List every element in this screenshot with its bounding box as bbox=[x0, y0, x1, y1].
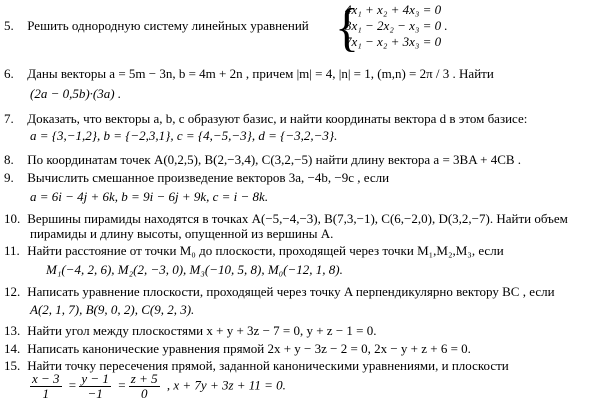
canonical-equation bbox=[30, 372, 286, 401]
problem-7-cont: a = {3,−1,2}, b = {−2,3,1}, c = {4,−5,−3}, d = {−3,2,−3}. bbox=[30, 128, 338, 143]
problem-number: 13. bbox=[4, 323, 21, 338]
linear-system bbox=[335, 0, 448, 57]
fraction-y-denominator: −1 bbox=[87, 386, 103, 401]
fraction-z-numerator: z + 5 bbox=[130, 371, 158, 386]
problem-text: По координатам точек A(0,2,5), B(2,−3,4), C(3,2,−5) найти длину вектора a = 3BA + 4CB . bbox=[27, 152, 522, 167]
problem-text: Даны векторы a = 5m − 3n, b = 4m + 2n , причем |m| = 4, |n| = 1, (m,n) = 2π / 3 . Найти bbox=[27, 66, 494, 81]
problem-text: Найти угол между плоскостями x + y + 3z − 7 = 0, y + z − 1 = 0. bbox=[27, 323, 377, 338]
problem-text: Найти точку пересечения прямой, заданной каноническими уравнениями, и плоскости bbox=[27, 358, 509, 373]
problem-text: Вычислить смешанное произведение векторов 3a, −4b, −9c , если bbox=[27, 170, 390, 185]
fraction-y bbox=[79, 372, 111, 401]
problem-text: Написать канонические уравнения прямой 2x + y − 3z − 2 = 0, 2x − y + z + 6 = 0. bbox=[27, 341, 471, 356]
problem-10-cont: пирамиды и длину высоты, опущенной из вершины A. bbox=[30, 226, 334, 241]
problem-number: 8. bbox=[4, 152, 14, 167]
problem-number: 11. bbox=[4, 243, 20, 258]
problem-number: 9. bbox=[4, 170, 14, 185]
problem-text: Доказать, что векторы a, b, c образуют базис, и найти координаты вектора d в этом базисе: bbox=[27, 111, 528, 126]
equals-sign: = bbox=[118, 377, 126, 393]
problem-15 bbox=[4, 358, 509, 373]
problem-text: Решить однородную систему линейных уравнений bbox=[27, 18, 309, 33]
problem-number: 6. bbox=[4, 66, 14, 81]
problem-number: 10. bbox=[4, 211, 21, 226]
problem-13 bbox=[4, 323, 377, 338]
fraction-z bbox=[129, 372, 160, 401]
problem-7 bbox=[4, 111, 527, 126]
problem-9-cont: a = 6i − 4j + 6k, b = 9i − 6j + 9k, c = i − 8k. bbox=[30, 189, 269, 204]
fraction-x-denominator: 1 bbox=[42, 386, 50, 401]
fraction-x-numerator: x − 3 bbox=[32, 371, 60, 386]
problem-text: Написать уравнение плоскости, проходящей через точку A перпендикулярно вектору BC , если bbox=[27, 284, 555, 299]
problem-14 bbox=[4, 341, 471, 356]
problem-number: 15. bbox=[4, 358, 21, 373]
problem-12-cont: A(2, 1, 7), B(9, 0, 2), C(9, 2, 3). bbox=[30, 302, 195, 317]
problem-text: Найти расстояние от точки M₀ до плоскости, проходящей через точки M₁,M₂,M₃, если bbox=[27, 243, 504, 258]
problem-8 bbox=[4, 152, 521, 167]
problem-5 bbox=[4, 18, 309, 33]
problem-11-cont: M₁(−4, 2, 6), M₂(2, −3, 0), M₃(−10, 5, 8), M₀(−12, 1, 8). bbox=[46, 262, 343, 277]
system-eq-2: 3x₁ − 2x₂ − x₃ = 0 . bbox=[345, 18, 448, 33]
problem-6-cont: (2a − 0,5b)·(3a) . bbox=[30, 86, 122, 101]
system-eq-3: 7x₁ − x₂ + 3x₃ = 0 bbox=[345, 34, 442, 49]
fraction-z-denominator: 0 bbox=[140, 386, 148, 401]
fraction-y-numerator: y − 1 bbox=[81, 371, 109, 386]
problem-9 bbox=[4, 170, 389, 185]
system-brace: { bbox=[335, 0, 359, 57]
plane-equation: , x + 7y + 3z + 11 = 0. bbox=[166, 377, 286, 393]
problem-12 bbox=[4, 284, 555, 299]
equals-sign: = bbox=[68, 377, 77, 393]
problem-6 bbox=[4, 66, 494, 81]
problem-11 bbox=[4, 243, 504, 258]
problem-number: 14. bbox=[4, 341, 21, 356]
problem-10 bbox=[4, 211, 568, 226]
problem-number: 7. bbox=[4, 111, 14, 126]
fraction-x bbox=[30, 372, 62, 401]
system-eq-1: 4x₁ + x₂ + 4x₃ = 0 bbox=[345, 2, 442, 17]
problem-number: 12. bbox=[4, 284, 21, 299]
problem-text: Вершины пирамиды находятся в точках A(−5,−4,−3), B(7,3,−1), C(6,−2,0), D(3,2,−7). Найти объем bbox=[27, 211, 568, 226]
problem-number: 5. bbox=[4, 18, 14, 33]
